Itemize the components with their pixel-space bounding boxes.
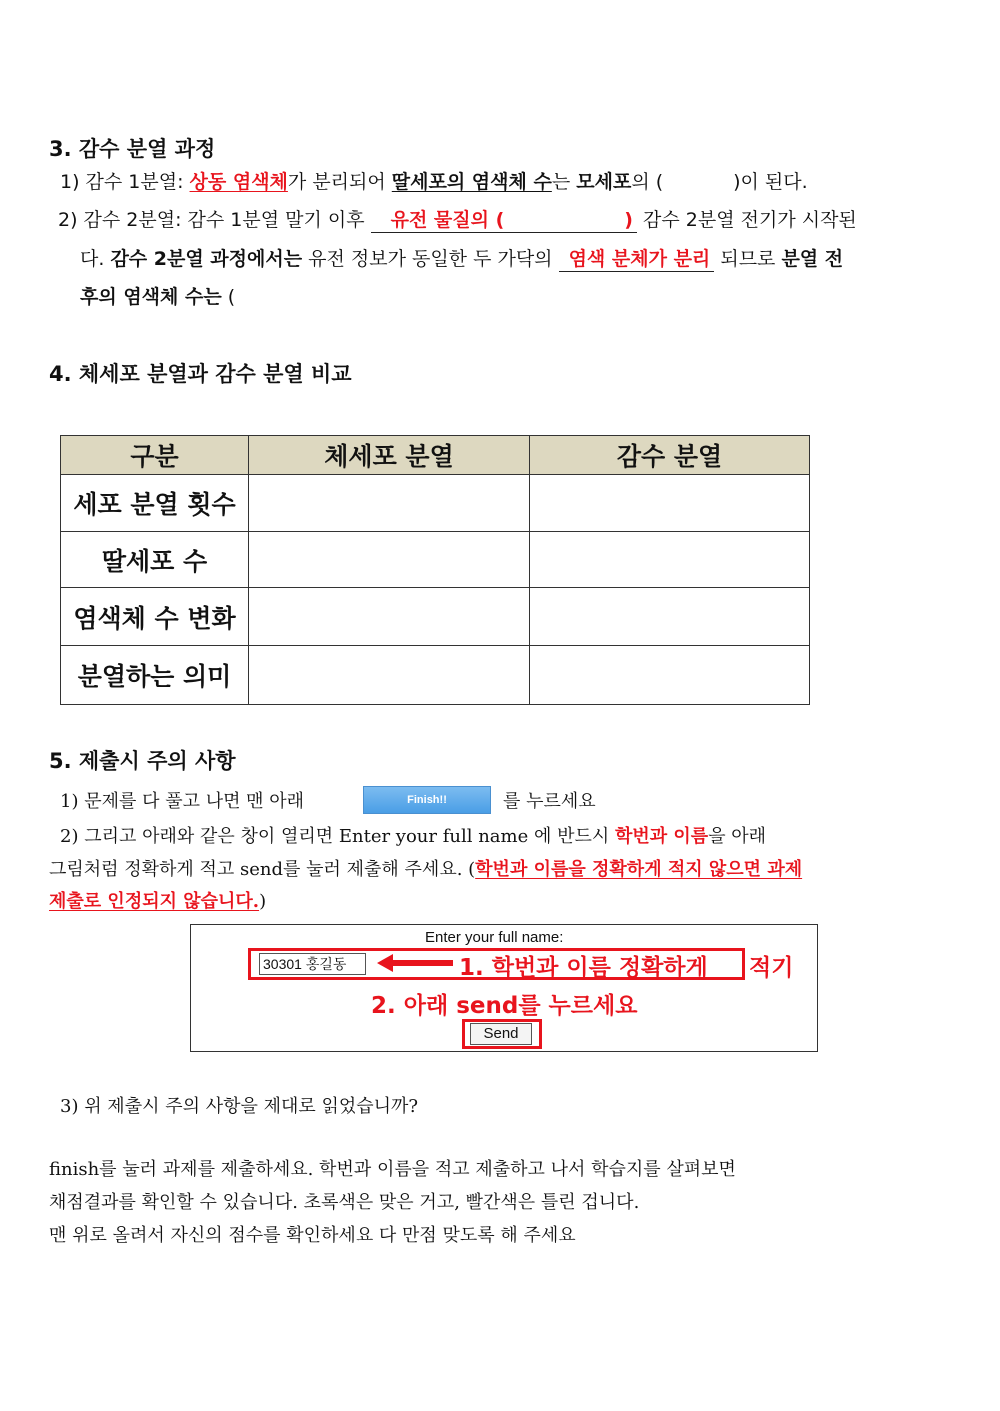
section3-item2-line3: 후의 염색체 수는 ( (80, 286, 236, 308)
table-row-label: 세포 분열 횟수 (61, 475, 249, 532)
table-row (61, 588, 810, 646)
table-row (61, 532, 810, 588)
section3-item2-line1: 2) 감수 2분열: 감수 1분열 말기 이후 유전 물질의 ( ) 감수 2분열 전기가 시작된 (58, 209, 857, 231)
footer-line1: finish를 눌러 과제를 제출하세요. 학번과 이름을 적고 제출하고 나서 학습지를 살펴보면 (49, 1159, 736, 1180)
answer-red-chromatid: 염색 분체가 분리 (559, 247, 715, 272)
section5-item2-line3: 제출로 인정되지 않습니다.) (49, 891, 267, 912)
table-answer-cell[interactable] (530, 646, 810, 705)
table-header-cell: 감수 분열 (530, 436, 810, 475)
submit-example-screenshot (190, 924, 818, 1052)
footer-line2: 채점결과를 확인할 수 있습니다. 초록색은 맞은 거고, 빨간색은 틀린 겁니다. (49, 1192, 640, 1213)
step1-instruction: 1. 학번과 이름 정확하게 (459, 955, 708, 981)
answer-red-genetic-material: 유전 물질의 ( ) (371, 208, 637, 233)
section5-heading: 5. 제출시 주의 사항 (49, 749, 236, 773)
section3-item1: 1) 감수 1분열: 상동 염색체가 분리되어 딸세포의 염색체 수는 모세포의 ( )이 된다. (60, 171, 808, 193)
table-answer-cell[interactable] (530, 588, 810, 646)
table-header-cell: 구분 (61, 436, 249, 475)
table-row-label: 분열하는 의미 (61, 646, 249, 705)
table-row-label: 딸세포 수 (61, 532, 249, 588)
step1-instruction-tail: 적기 (749, 955, 794, 981)
section5-item2-line1: 2) 그리고 아래와 같은 창이 열리면 Enter your full name 에 반드시 학번과 이름을 아래 (60, 826, 767, 847)
full-name-example-input: 30301 홍길동 (259, 953, 366, 975)
section5-item3: 3) 위 제출시 주의 사항을 제대로 읽었습니까? (60, 1096, 419, 1117)
section5-item1-text: 1) 문제를 다 풀고 나면 맨 아래 (60, 791, 305, 812)
table-answer-cell[interactable] (249, 475, 530, 532)
table-answer-cell[interactable] (530, 532, 810, 588)
table-header-cell: 체세포 분열 (249, 436, 530, 475)
send-example-button: Send (470, 1023, 532, 1045)
table-row (61, 475, 810, 532)
section5-item2-line2: 그림처럼 정확하게 적고 send를 눌러 제출해 주세요. (학번과 이름을 정확하게 적지 않으면 과제 (49, 859, 803, 880)
section5-item1-after: 를 누르세요 (503, 791, 596, 812)
full-name-label: Enter your full name: (425, 929, 564, 946)
table-answer-cell[interactable] (249, 532, 530, 588)
left-arrow-icon (377, 952, 453, 974)
comparison-table (60, 435, 810, 705)
table-row (61, 646, 810, 705)
table-answer-cell[interactable] (530, 475, 810, 532)
footer-line3: 맨 위로 올려서 자신의 점수를 확인하세요 다 만점 맞도록 해 주세요 (49, 1225, 576, 1246)
answer-red-homologous: 상동 염색체 (189, 171, 288, 193)
table-answer-cell[interactable] (249, 588, 530, 646)
section3-heading: 3. 감수 분열 과정 (49, 137, 216, 161)
step2-instruction: 2. 아래 send를 누르세요 (371, 993, 638, 1019)
table-header-row (61, 436, 810, 475)
table-answer-cell[interactable] (249, 646, 530, 705)
section4-heading: 4. 체세포 분열과 감수 분열 비교 (49, 362, 352, 386)
finish-button[interactable]: Finish!! (363, 786, 491, 814)
table-row-label: 염색체 수 변화 (61, 588, 249, 646)
section3-item2-line2: 다. 감수 2분열 과정에서는 유전 정보가 동일한 두 가닥의 염색 분체가 분리 되므로 분열 전 (80, 248, 844, 270)
